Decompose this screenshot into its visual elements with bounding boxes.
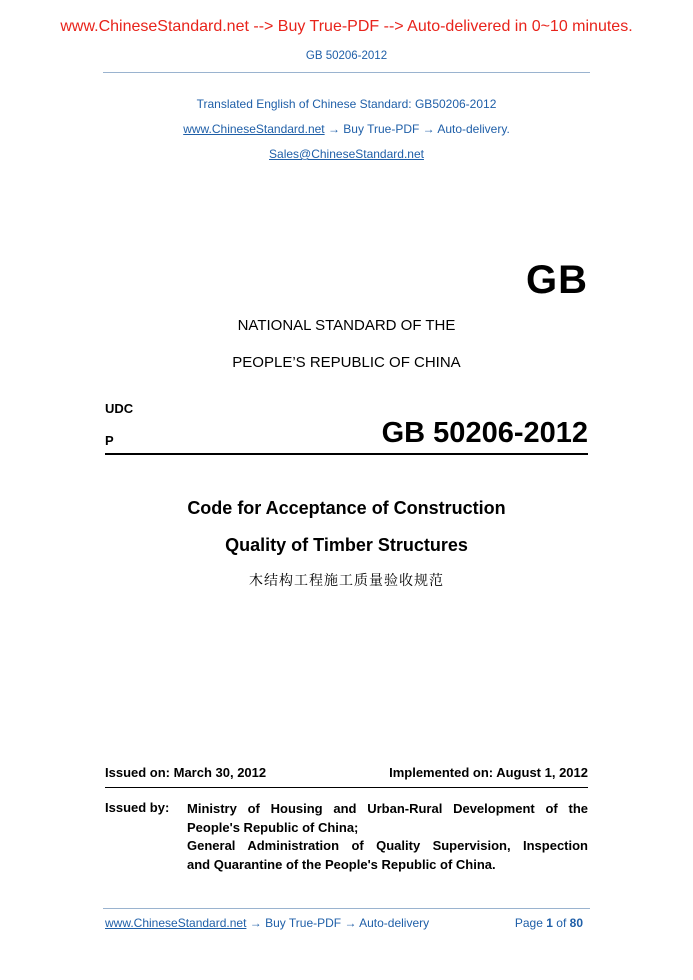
header-standard-number: GB 50206-2012 (305, 50, 388, 62)
intro-site-link[interactable]: www.ChineseStandard.net (183, 122, 325, 136)
issued-by-line: General Administration of Quality Supervision, Inspection (187, 838, 588, 853)
p-label: P (105, 433, 114, 448)
page-current: 1 (546, 916, 553, 930)
intro-site-line (0, 122, 693, 136)
page-total: 80 (569, 916, 583, 930)
footer-site-suffix: → Buy True-PDF → Auto-delivery (246, 916, 430, 930)
issued-by-line: Ministry of Housing and Urban-Rural Development of the (187, 801, 588, 816)
issue-divider (105, 787, 588, 788)
intro-site-suffix: → Buy True-PDF → Auto-delivery. (324, 122, 510, 136)
national-standard-line1: NATIONAL STANDARD OF THE (237, 317, 456, 334)
udc-label: UDC (105, 401, 134, 416)
sales-line (0, 147, 693, 161)
national-standard-line2: PEOPLE’S REPUBLIC OF CHINA (232, 354, 461, 371)
footer-site-link[interactable]: www.ChineseStandard.net (105, 916, 247, 930)
title-line1: Code for Acceptance of Construction (187, 498, 506, 518)
page-label: Page (514, 916, 543, 930)
footer-divider (103, 908, 590, 909)
page-of: of (556, 916, 567, 930)
main-divider (105, 453, 588, 455)
header-divider (103, 72, 590, 73)
sales-email-link[interactable]: Sales@ChineseStandard.net (269, 147, 424, 161)
issued-by-label: Issued by: (105, 800, 170, 815)
title-line2: Quality of Timber Structures (225, 535, 468, 555)
gb-standard-number: GB 50206-2012 (381, 417, 588, 449)
title-chinese: 木结构工程施工质量验收规范 (249, 573, 444, 589)
issued-by-organizations (187, 800, 588, 874)
issued-by-line: and Quarantine of the People's Republic of China. (187, 856, 496, 872)
issued-on-date: Issued on: March 30, 2012 (105, 765, 267, 780)
gb-logo: GB (526, 258, 588, 302)
page-indicator (515, 916, 583, 930)
footer-site-line (105, 916, 429, 930)
translated-note: Translated English of Chinese Standard: GB50206-2012 (196, 97, 497, 111)
issued-by-line: People's Republic of China; (187, 819, 359, 835)
implemented-on-date: Implemented on: August 1, 2012 (389, 765, 588, 780)
top-banner[interactable]: www.ChineseStandard.net --> Buy True-PDF --> Auto-delivered in 0~10 minutes. (60, 18, 633, 35)
